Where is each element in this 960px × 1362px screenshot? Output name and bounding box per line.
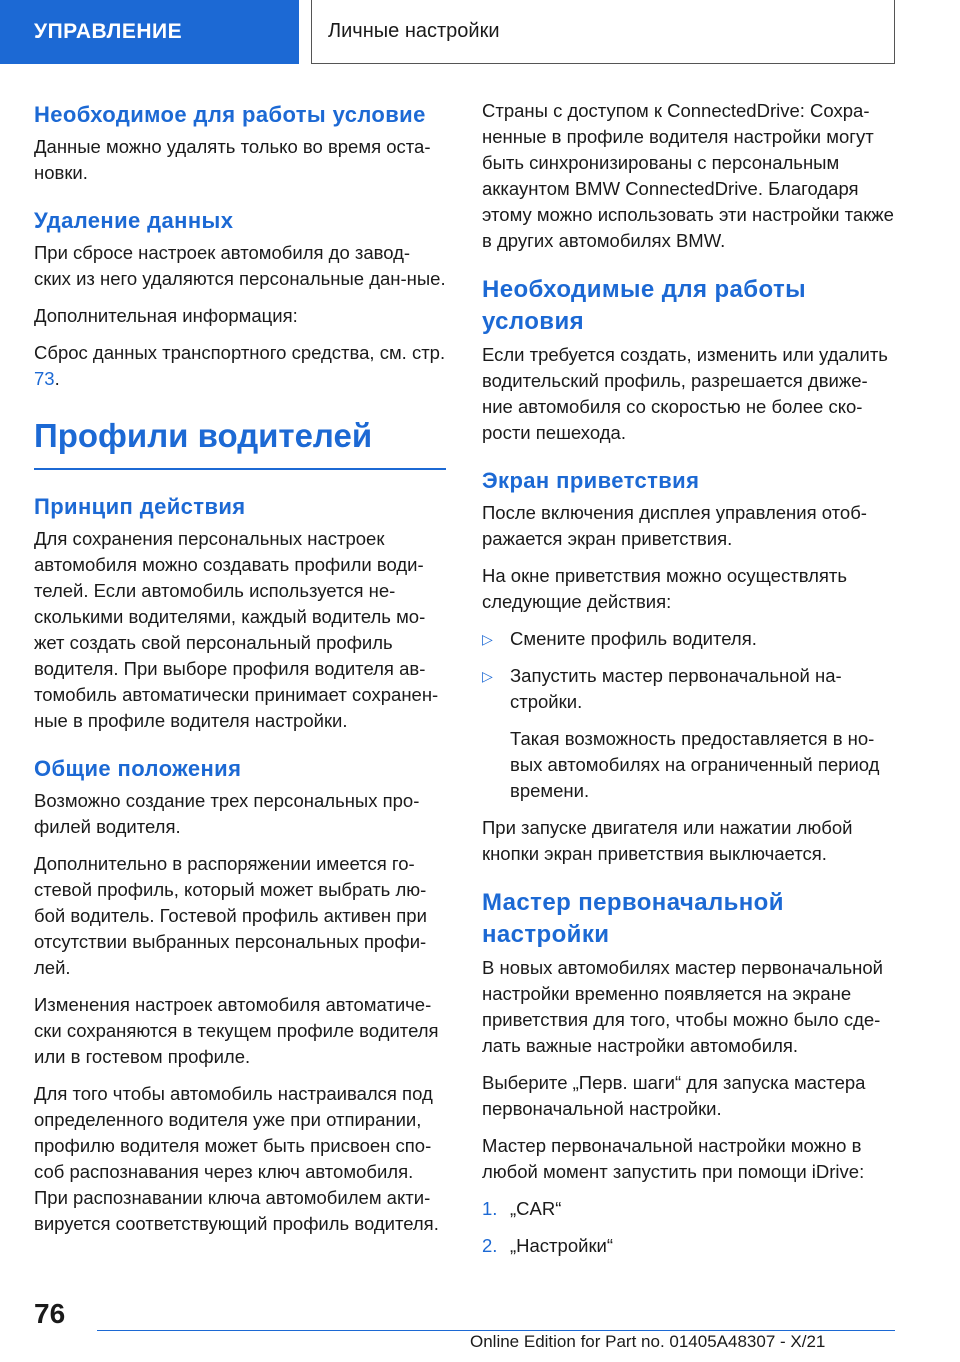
footer-divider	[97, 1330, 895, 1331]
step-text: „Настройки“	[510, 1235, 614, 1256]
paragraph: Данные можно удалять только во время оста-новки.	[34, 136, 431, 183]
list-item	[482, 626, 896, 652]
left-column	[34, 100, 446, 1248]
section-title: УПРАВЛЕНИЕ	[34, 20, 183, 43]
list-item-text: Запустить мастер первоначальной на-стройки.	[510, 665, 842, 712]
edition-footer: Online Edition for Part no. 01405A48307 - X/21	[470, 1332, 826, 1351]
paragraph: Выберите „Перв. шаги“ для запуска мастера первоначальной настройки.	[482, 1072, 866, 1119]
paragraph: При запуске двигателя или нажатии любой кнопки экран приветствия выключается.	[482, 817, 853, 864]
triangle-bullet-icon: ▷	[482, 631, 493, 647]
heading-principle: Принцип действия	[34, 494, 246, 519]
list-item	[482, 663, 896, 715]
paragraph: Мастер первоначальной настройки можно в любой момент запустить при помощи iDrive:	[482, 1135, 865, 1182]
paragraph: При сбросе настроек автомобиля до завод-ских из него удаляются персональные дан-ные.	[34, 242, 446, 289]
reference-text: Сброс данных транспортного средства, см. стр.	[34, 342, 446, 363]
punctuation: .	[54, 368, 60, 389]
heading-setup-wizard: Мастер первоначальной настройки	[482, 889, 784, 948]
chapter-heading-driver-profiles: Профили водителей	[34, 416, 446, 470]
heading-delete-data: Удаление данных	[34, 208, 234, 233]
list-item-text: Смените профиль водителя.	[510, 628, 757, 649]
step-number: 2.	[482, 1235, 498, 1256]
paragraph: Для сохранения персональных настроек автомобиля можно создавать профили води-телей. Если автомобиль используется не-сколькими водителями, каждый водитель мо-жет создать свой персональный профиль водителя. При выборе профиля водителя ав-томобиль автоматически принимает сохранен-ные в профиле водителя настройки.	[34, 528, 439, 731]
paragraph: После включения дисплея управления отоб-ражается экран приветствия.	[482, 502, 867, 549]
paragraph: Изменения настроек автомобиля автоматиче-ски сохраняются в текущем профиле водителя или в гостевом профиле.	[34, 994, 439, 1067]
numbered-step	[482, 1233, 896, 1259]
paragraph: В новых автомобилях мастер первоначальной настройки временно появляется на экране приветствия для того, чтобы можно было сде-лать важные настройки автомобиля.	[482, 957, 883, 1056]
heading-general: Общие положения	[34, 756, 242, 781]
numbered-step	[482, 1196, 896, 1222]
paragraph-with-reference	[34, 340, 446, 392]
heading-requirements: Необходимые для работы условия	[482, 276, 807, 335]
paragraph: Для того чтобы автомобиль настраивался под определенного водителя уже при отпирании, профилю водителя может быть присвоен спо-соб распознавания через ключ автомобиля. При распознавании ключа автомобилем акти-вируется соответствующий профиль водителя.	[34, 1083, 439, 1234]
paragraph: Дополнительная информация:	[34, 305, 298, 326]
chapter-title: Личные настройки	[328, 20, 500, 42]
triangle-bullet-icon: ▷	[482, 668, 493, 684]
heading-requirement: Необходимое для работы условие	[34, 102, 426, 127]
heading-welcome-screen: Экран приветствия	[482, 468, 700, 493]
step-number: 1.	[482, 1198, 498, 1219]
page-number: 76	[34, 1298, 66, 1329]
paragraph: Дополнительно в распоряжении имеется го-стевой профиль, который может выбрать лю-бой водитель. Гостевой профиль активен при отсутствии выбранных персональных профи-лей.	[34, 853, 427, 978]
chapter-header	[311, 0, 895, 64]
indented-paragraph: Такая возможность предоставляется в но-вых автомобилях на ограниченный период времени.	[510, 728, 880, 801]
paragraph: Если требуется создать, изменить или удалить водительский профиль, разрешается движе-ние автомобиля со скоростью не более ско-рости пешехода.	[482, 344, 888, 443]
paragraph: На окне приветствия можно осуществлять следующие действия:	[482, 565, 848, 612]
page-reference-link[interactable]: 73	[34, 368, 55, 389]
paragraph: Страны с доступом к ConnectedDrive: Сохра-ненные в профиле водителя настройки могут быть синхронизированы с персональным аккаунтом BMW ConnectedDrive. Благодаря этому можно использовать эти настройки также в других автомобилях BMW.	[482, 100, 894, 251]
section-tab	[0, 0, 299, 64]
paragraph: Возможно создание трех персональных про-филей водителя.	[34, 790, 420, 837]
step-text: „CAR“	[510, 1198, 562, 1219]
right-column	[482, 98, 896, 1270]
